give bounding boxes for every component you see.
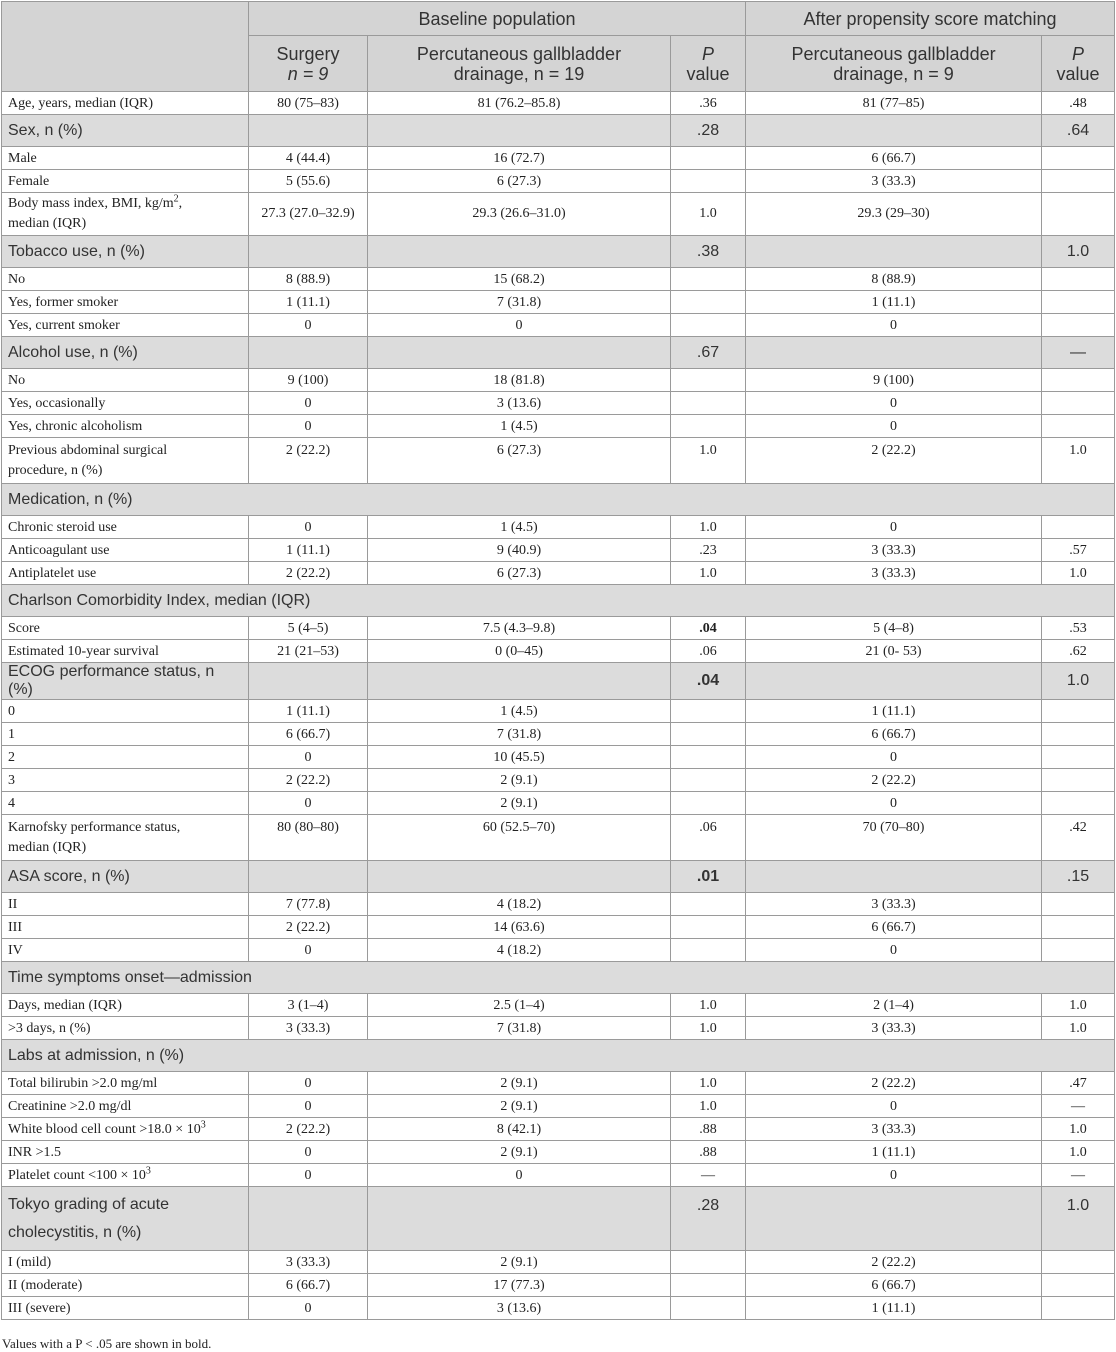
row-label: 4 [2, 792, 249, 815]
cell-surgery: 5 (4–5) [249, 617, 368, 640]
cell-surgery: 0 [249, 1095, 368, 1118]
cell-pgd: 6 (27.3) [368, 438, 671, 484]
cell-surgery: 8 (88.9) [249, 268, 368, 291]
cell-p-value: 1.0 [671, 516, 746, 539]
section-label: Labs at admission, n (%) [2, 1040, 1115, 1072]
table-row [2, 562, 1115, 585]
cell-p-value: .28 [671, 1187, 746, 1251]
cell-pgd-matched: 8 (88.9) [746, 268, 1042, 291]
cell-pgd: 7 (31.8) [368, 723, 671, 746]
cell-surgery: 0 [249, 314, 368, 337]
cell-surgery: 0 [249, 939, 368, 962]
cell-p-value-matched: 1.0 [1042, 236, 1115, 268]
cell-p-value-matched: 1.0 [1042, 1118, 1115, 1141]
table-row [2, 392, 1115, 415]
cell-surgery: 3 (1–4) [249, 994, 368, 1017]
cell-p-value: .06 [671, 815, 746, 861]
cell-pgd: 15 (68.2) [368, 268, 671, 291]
cell-surgery: 2 (22.2) [249, 916, 368, 939]
cell-p-value: 1.0 [671, 1095, 746, 1118]
row-label: INR >1.5 [2, 1141, 249, 1164]
section-label: ECOG performance status, n (%) [2, 663, 249, 700]
cell-surgery: 1 (11.1) [249, 539, 368, 562]
table-row [2, 1118, 1115, 1141]
row-label: Platelet count $<100 \times 10^3$ [2, 1164, 249, 1187]
cell-pgd-matched: 0 [746, 415, 1042, 438]
row-label: Estimated 10-year survival [2, 640, 249, 663]
cell-pgd: 1 (4.5) [368, 415, 671, 438]
cell-pgd: 16 (72.7) [368, 147, 671, 170]
row-label: Score [2, 617, 249, 640]
cell-surgery: 3 (33.3) [249, 1251, 368, 1274]
cell-p-value: .28 [671, 115, 746, 147]
cell-surgery: 0 [249, 746, 368, 769]
cell-pgd: 4 (18.2) [368, 893, 671, 916]
cell-pgd-matched: 3 (33.3) [746, 562, 1042, 585]
table-row [2, 92, 1115, 115]
table-row [2, 1274, 1115, 1297]
row-label: Body mass index, BMI, $kg/m^2$, median (IQR) [2, 193, 249, 236]
cell-p-value-matched: .15 [1042, 861, 1115, 893]
table-row [2, 939, 1115, 962]
table-row [2, 291, 1115, 314]
cell-pgd: 3 (13.6) [368, 1297, 671, 1320]
cell-pgd-matched: 0 [746, 792, 1042, 815]
cell-pgd-matched: 2 (22.2) [746, 438, 1042, 484]
row-label: II [2, 893, 249, 916]
cell-pgd: 2 (9.1) [368, 769, 671, 792]
section-row [2, 861, 1115, 893]
cell-surgery: 0 [249, 1072, 368, 1095]
cell-surgery: 0 [249, 792, 368, 815]
cell-pgd: 2 (9.1) [368, 792, 671, 815]
cell-p-value: 1.0 [671, 1072, 746, 1095]
cell-surgery: 21 (21–53) [249, 640, 368, 663]
cell-p-value-matched: .42 [1042, 815, 1115, 861]
cell-p-value: .88 [671, 1141, 746, 1164]
cell-pgd-matched: 3 (33.3) [746, 539, 1042, 562]
section-row [2, 236, 1115, 268]
cell-p-value: .23 [671, 539, 746, 562]
cell-p-value: — [671, 1164, 746, 1187]
cell-surgery: 6 (66.7) [249, 723, 368, 746]
cell-pgd-matched: 6 (66.7) [746, 1274, 1042, 1297]
table-row [2, 1251, 1115, 1274]
cell-pgd: 18 (81.8) [368, 369, 671, 392]
cell-surgery: 2 (22.2) [249, 562, 368, 585]
table-row [2, 723, 1115, 746]
cell-surgery: 80 (80–80) [249, 815, 368, 861]
cell-surgery: 3 (33.3) [249, 1017, 368, 1040]
row-label: Female [2, 170, 249, 193]
section-row [2, 337, 1115, 369]
cell-pgd-matched: 70 (70–80) [746, 815, 1042, 861]
cell-surgery: 0 [249, 1164, 368, 1187]
table-row [2, 1017, 1115, 1040]
cell-p-value-matched: 1.0 [1042, 1017, 1115, 1040]
table-row [2, 700, 1115, 723]
cell-pgd: 0 (0–45) [368, 640, 671, 663]
cell-pgd-matched: 0 [746, 1164, 1042, 1187]
cell-pgd: 17 (77.3) [368, 1274, 671, 1297]
table-row [2, 1297, 1115, 1320]
cell-surgery: 80 (75–83) [249, 92, 368, 115]
header-group-row [2, 2, 1115, 36]
cell-pgd: 2 (9.1) [368, 1141, 671, 1164]
table-row [2, 1095, 1115, 1118]
cell-surgery: 0 [249, 1141, 368, 1164]
table-row [2, 916, 1115, 939]
table-row [2, 268, 1115, 291]
table-row [2, 438, 1115, 484]
row-label: Previous abdominal surgical procedure, n (%) [2, 438, 249, 484]
cell-surgery: 2 (22.2) [249, 438, 368, 484]
row-label: No [2, 268, 249, 291]
table-row [2, 369, 1115, 392]
cell-pgd: 2 (9.1) [368, 1072, 671, 1095]
cell-pgd-matched: 0 [746, 746, 1042, 769]
table-row [2, 170, 1115, 193]
cell-pgd-matched: 0 [746, 1095, 1042, 1118]
row-label: No [2, 369, 249, 392]
cell-pgd-matched: 29.3 (29–30) [746, 193, 1042, 236]
cell-surgery: 2 (22.2) [249, 1118, 368, 1141]
row-label: II (moderate) [2, 1274, 249, 1297]
cell-pgd-matched: 81 (77–85) [746, 92, 1042, 115]
section-label: Medication, n (%) [2, 484, 1115, 516]
cell-surgery: 4 (44.4) [249, 147, 368, 170]
cell-surgery: 1 (11.1) [249, 700, 368, 723]
cell-pgd: 81 (76.2–85.8) [368, 92, 671, 115]
cell-p-value-matched: 1.0 [1042, 438, 1115, 484]
row-label: Yes, current smoker [2, 314, 249, 337]
cell-pgd-matched: 1 (11.1) [746, 291, 1042, 314]
row-label: 3 [2, 769, 249, 792]
table-row [2, 769, 1115, 792]
cell-pgd-matched: 5 (4–8) [746, 617, 1042, 640]
table-row [2, 314, 1115, 337]
section-row [2, 962, 1115, 994]
cell-pgd: 2 (9.1) [368, 1251, 671, 1274]
col-surgery: Surgery n = 9 [249, 36, 368, 92]
cell-p-value: .04 [671, 617, 746, 640]
cell-pgd: 2.5 (1–4) [368, 994, 671, 1017]
header-matched: After propensity score matching [746, 2, 1115, 36]
col-p-value: P value [671, 36, 746, 92]
table-row [2, 147, 1115, 170]
cell-pgd: 1 (4.5) [368, 700, 671, 723]
cell-pgd-matched: 2 (22.2) [746, 769, 1042, 792]
cell-surgery: 5 (55.6) [249, 170, 368, 193]
cell-p-value-matched: .53 [1042, 617, 1115, 640]
cell-pgd-matched: 3 (33.3) [746, 893, 1042, 916]
cell-p-value-matched: 1.0 [1042, 1187, 1115, 1251]
table-row [2, 1141, 1115, 1164]
row-label: 2 [2, 746, 249, 769]
section-row [2, 1040, 1115, 1072]
header-baseline: Baseline population [249, 2, 746, 36]
row-label: Yes, former smoker [2, 291, 249, 314]
section-row [2, 484, 1115, 516]
cell-pgd-matched: 0 [746, 314, 1042, 337]
cell-pgd: 9 (40.9) [368, 539, 671, 562]
section-row [2, 1187, 1115, 1251]
cell-p-value-matched: — [1042, 1095, 1115, 1118]
cell-p-value: 1.0 [671, 193, 746, 236]
section-row [2, 663, 1115, 700]
cell-pgd: 6 (27.3) [368, 170, 671, 193]
row-label: 1 [2, 723, 249, 746]
table-row [2, 640, 1115, 663]
cell-pgd: 1 (4.5) [368, 516, 671, 539]
header-corner [2, 2, 249, 92]
row-label: Age, years, median (IQR) [2, 92, 249, 115]
cell-pgd-matched: 2 (22.2) [746, 1072, 1042, 1095]
cell-p-value: 1.0 [671, 1017, 746, 1040]
cell-pgd-matched: 3 (33.3) [746, 1017, 1042, 1040]
cell-p-value: 1.0 [671, 994, 746, 1017]
section-label: Sex, n (%) [2, 115, 249, 147]
row-label: IV [2, 939, 249, 962]
cell-pgd: 4 (18.2) [368, 939, 671, 962]
cell-pgd-matched: 1 (11.1) [746, 700, 1042, 723]
table-row [2, 1072, 1115, 1095]
cell-p-value: .06 [671, 640, 746, 663]
cell-pgd-matched: 1 (11.1) [746, 1141, 1042, 1164]
table-row [2, 539, 1115, 562]
cell-surgery: 0 [249, 415, 368, 438]
table-row [2, 893, 1115, 916]
footnote: Values with a P < .05 are shown in bold. [2, 1336, 212, 1351]
cell-p-value-matched: .57 [1042, 539, 1115, 562]
cell-pgd-matched: 1 (11.1) [746, 1297, 1042, 1320]
baseline-characteristics-table [1, 1, 1115, 1320]
cell-pgd: 2 (9.1) [368, 1095, 671, 1118]
row-label: III (severe) [2, 1297, 249, 1320]
table-row [2, 516, 1115, 539]
cell-p-value: .88 [671, 1118, 746, 1141]
cell-pgd-matched: 6 (66.7) [746, 723, 1042, 746]
cell-surgery: 0 [249, 1297, 368, 1320]
row-label: III [2, 916, 249, 939]
cell-pgd: 6 (27.3) [368, 562, 671, 585]
cell-surgery: 0 [249, 516, 368, 539]
row-label: White blood cell count $>18.0 \times 10^3$ [2, 1118, 249, 1141]
cell-pgd: 0 [368, 1164, 671, 1187]
row-label: Male [2, 147, 249, 170]
cell-pgd-matched: 6 (66.7) [746, 916, 1042, 939]
cell-pgd: 7 (31.8) [368, 1017, 671, 1040]
cell-pgd-matched: 3 (33.3) [746, 170, 1042, 193]
col-p-value-matched: P value [1042, 36, 1115, 92]
row-label: I (mild) [2, 1251, 249, 1274]
cell-p-value: .38 [671, 236, 746, 268]
section-label: Tokyo grading of acute cholecystitis, n (%) [2, 1187, 249, 1251]
cell-p-value-matched: 1.0 [1042, 994, 1115, 1017]
row-label: Days, median (IQR) [2, 994, 249, 1017]
cell-p-value-matched: 1.0 [1042, 562, 1115, 585]
row-label: Chronic steroid use [2, 516, 249, 539]
table-row [2, 1164, 1115, 1187]
cell-pgd-matched: 6 (66.7) [746, 147, 1042, 170]
row-label: 0 [2, 700, 249, 723]
cell-pgd-matched: 2 (1–4) [746, 994, 1042, 1017]
col-pgd: Percutaneous gallbladder drainage, n = 19 [368, 36, 671, 92]
cell-surgery: 1 (11.1) [249, 291, 368, 314]
section-row [2, 115, 1115, 147]
cell-p-value: .67 [671, 337, 746, 369]
table-row [2, 415, 1115, 438]
table-row [2, 617, 1115, 640]
cell-p-value-matched: .47 [1042, 1072, 1115, 1095]
section-row [2, 585, 1115, 617]
cell-p-value: .36 [671, 92, 746, 115]
table-row [2, 193, 1115, 236]
section-label: Alcohol use, n (%) [2, 337, 249, 369]
table-row [2, 815, 1115, 861]
cell-p-value-matched: 1.0 [1042, 663, 1115, 700]
row-label: Total bilirubin >2.0 mg/ml [2, 1072, 249, 1095]
cell-surgery: 6 (66.7) [249, 1274, 368, 1297]
cell-pgd-matched: 0 [746, 516, 1042, 539]
row-label: Creatinine >2.0 mg/dl [2, 1095, 249, 1118]
cell-pgd-matched: 3 (33.3) [746, 1118, 1042, 1141]
section-label: Time symptoms onset—admission [2, 962, 1115, 994]
section-label: ASA score, n (%) [2, 861, 249, 893]
section-label: Charlson Comorbidity Index, median (IQR) [2, 585, 1115, 617]
cell-surgery: 7 (77.8) [249, 893, 368, 916]
cell-surgery: 27.3 (27.0–32.9) [249, 193, 368, 236]
table-row [2, 746, 1115, 769]
cell-pgd-matched: 9 (100) [746, 369, 1042, 392]
cell-pgd: 7.5 (4.3–9.8) [368, 617, 671, 640]
cell-pgd: 29.3 (26.6–31.0) [368, 193, 671, 236]
cell-surgery: 2 (22.2) [249, 769, 368, 792]
table-row [2, 994, 1115, 1017]
cell-surgery: 0 [249, 392, 368, 415]
cell-p-value-matched: — [1042, 1164, 1115, 1187]
row-label: Yes, occasionally [2, 392, 249, 415]
cell-pgd: 10 (45.5) [368, 746, 671, 769]
col-pgd-matched: Percutaneous gallbladder drainage, n = 9 [746, 36, 1042, 92]
cell-p-value: 1.0 [671, 438, 746, 484]
row-label: Karnofsky performance status, median (IQR) [2, 815, 249, 861]
cell-pgd-matched: 2 (22.2) [746, 1251, 1042, 1274]
cell-p-value-matched: .62 [1042, 640, 1115, 663]
cell-pgd-matched: 0 [746, 939, 1042, 962]
row-label: Anticoagulant use [2, 539, 249, 562]
cell-pgd: 7 (31.8) [368, 291, 671, 314]
cell-p-value: .04 [671, 663, 746, 700]
cell-pgd: 8 (42.1) [368, 1118, 671, 1141]
cell-pgd: 60 (52.5–70) [368, 815, 671, 861]
row-label: Antiplatelet use [2, 562, 249, 585]
table-row [2, 792, 1115, 815]
cell-pgd: 3 (13.6) [368, 392, 671, 415]
cell-p-value: 1.0 [671, 562, 746, 585]
cell-pgd: 0 [368, 314, 671, 337]
row-label: >3 days, n (%) [2, 1017, 249, 1040]
cell-pgd-matched: 21 (0- 53) [746, 640, 1042, 663]
section-label: Tobacco use, n (%) [2, 236, 249, 268]
cell-p-value: .01 [671, 861, 746, 893]
cell-pgd: 14 (63.6) [368, 916, 671, 939]
cell-p-value-matched: 1.0 [1042, 1141, 1115, 1164]
cell-p-value-matched: .48 [1042, 92, 1115, 115]
row-label: Yes, chronic alcoholism [2, 415, 249, 438]
cell-surgery: 9 (100) [249, 369, 368, 392]
cell-pgd-matched: 0 [746, 392, 1042, 415]
cell-p-value-matched: .64 [1042, 115, 1115, 147]
cell-p-value-matched: — [1042, 337, 1115, 369]
